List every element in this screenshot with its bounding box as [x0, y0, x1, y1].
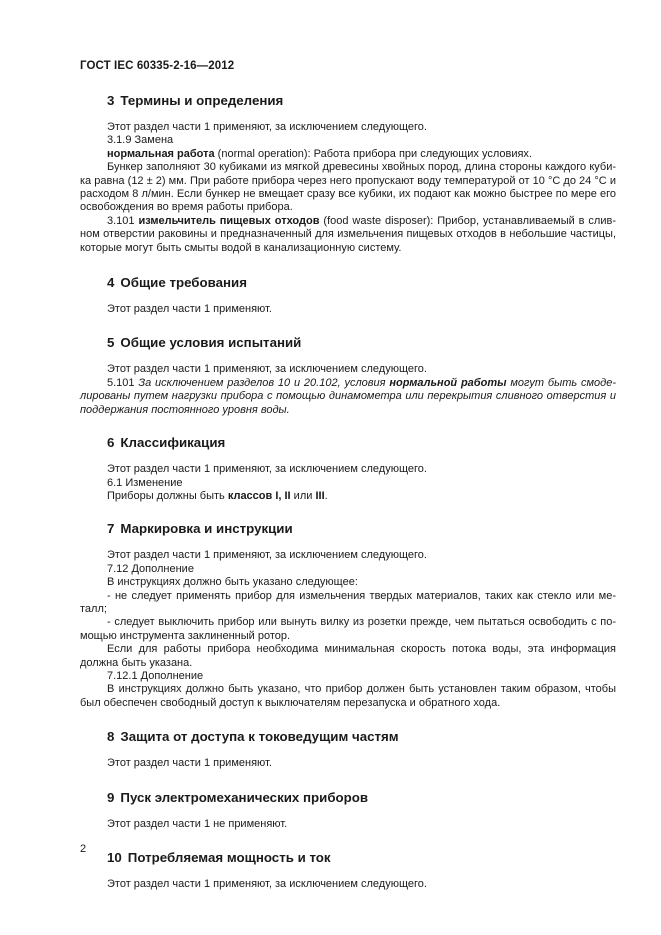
paragraph: Бункер заполняют 30 кубиками из мягкой древесины хвойных пород, длина стороны каждого куби-ка равна (12 ± 2) мм. При работе прибора через него пропускают воду температурой от 10 °С до 24 °С и расходом 8 л/мин. Если бункер не вмещает сразу все кубики, их подают как можно быстрее по мере его освобождения во время работы прибора. [80, 161, 616, 214]
section-number: 8 [107, 729, 115, 745]
document-body [80, 93, 616, 891]
section-heading [80, 790, 616, 806]
text-run: Приборы должны быть [107, 489, 228, 502]
section-10 [80, 850, 616, 891]
section-number: 9 [107, 789, 115, 805]
list-item: - следует выключить прибор или вынуть вилку из розетки прежде, чем пытаться освободить с по-мощью инструмента заклиненный ротор. [80, 616, 616, 642]
paragraph: Этот раздел части 1 применяют. [107, 757, 272, 770]
defined-term: измельчитель пищевых отходов [138, 214, 320, 227]
section-6 [80, 435, 616, 503]
section-heading [80, 521, 616, 537]
paragraph: Если для работы прибора необходима минимальная скорость потока воды, эта информация должна быть указана. [80, 643, 616, 669]
paragraph: Этот раздел части 1 применяют, за исключением следующего. [107, 121, 427, 133]
section-number: 4 [107, 275, 115, 291]
clause-heading: 7.12.1 Дополнение [107, 669, 204, 682]
text-run: . [324, 489, 328, 502]
paragraph [80, 490, 616, 503]
section-title: Классификация [120, 435, 226, 451]
section-heading [80, 275, 616, 291]
clause [80, 377, 616, 417]
text-run: или [290, 489, 316, 502]
document-header: ГОСТ IEC 60335-2-16—2012 [80, 60, 235, 72]
paragraph: Этот раздел части 1 не применяют. [107, 817, 288, 830]
defined-term: нормальной работы [389, 376, 507, 389]
paragraph: В инструкциях должно быть указано, что прибор должен быть установлен таким образом, чтобы был обеспечен свободный доступ к выключателям перезапуска и обратного хода. [80, 683, 616, 709]
clause-text: За исключением разделов 10 и 20.102, условия [138, 376, 390, 389]
paragraph: Этот раздел части 1 применяют, за исключением следующего. [107, 463, 427, 476]
paragraph: В инструкциях должно быть указано следующее: [107, 576, 358, 589]
section-heading [80, 850, 616, 866]
section-7 [80, 521, 616, 710]
section-title: Термины и определения [120, 93, 284, 108]
clause-number: 3.101 [107, 214, 139, 227]
definition [80, 148, 616, 161]
section-4 [80, 275, 616, 316]
section-number: 7 [107, 521, 115, 537]
section-8 [80, 729, 616, 770]
paragraph: Этот раздел части 1 применяют, за исключением следующего. [107, 549, 427, 562]
section-heading [80, 93, 616, 109]
paragraph: Этот раздел части 1 применяют, за исключением следующего. [107, 363, 427, 376]
section-9 [80, 790, 616, 831]
section-title: Общие условия испытаний [120, 335, 302, 351]
section-number: 3 [107, 93, 115, 108]
paragraph: Этот раздел части 1 применяют. [107, 303, 272, 316]
section-title: Общие требования [120, 275, 247, 291]
page-number: 2 [80, 843, 87, 855]
section-title: Защита от доступа к токоведущим частям [120, 729, 399, 745]
definition-text: (normal operation): Работа прибора при следующих условиях. [214, 147, 532, 160]
section-title: Маркировка и инструкции [120, 521, 293, 537]
section-heading [80, 435, 616, 451]
clause-text: могут быть смоде-лированы путем нагрузки прибора с помощью динамометра или перекрытия сливного отверстия и поддержания постоянного уровня воды. [80, 376, 616, 416]
class-reference: III [315, 489, 325, 502]
paragraph: Этот раздел части 1 применяют, за исключением следующего. [107, 878, 427, 890]
section-heading [80, 335, 616, 351]
section-number: 6 [107, 435, 115, 451]
defined-term: нормальная работа [107, 147, 215, 160]
section-5 [80, 335, 616, 417]
list-item: - не следует применять прибор для измельчения твердых материалов, таких как стекло или ме-талл; [80, 589, 616, 615]
definition [80, 215, 616, 255]
section-number: 5 [107, 335, 115, 351]
definition-text: (food waste disposer): Прибор, устанавливаемый в слив-ном отверстии раковины и предназначенный для измельчения пищевых отходов в небольшие частицы, которые могут быть смыты водой в канализационную систему. [80, 214, 616, 254]
clause-heading: 3.1.9 Замена [107, 134, 174, 147]
class-reference: классов I, II [227, 489, 291, 502]
section-heading [80, 729, 616, 745]
section-3 [80, 93, 616, 255]
clause-heading: 6.1 Изменение [107, 476, 183, 489]
section-title: Потребляемая мощность и ток [127, 850, 331, 865]
section-title: Пуск электромеханических приборов [120, 789, 369, 805]
clause-number: 5.101 [107, 376, 139, 389]
section-number: 10 [107, 850, 122, 865]
clause-heading: 7.12 Дополнение [107, 562, 194, 575]
